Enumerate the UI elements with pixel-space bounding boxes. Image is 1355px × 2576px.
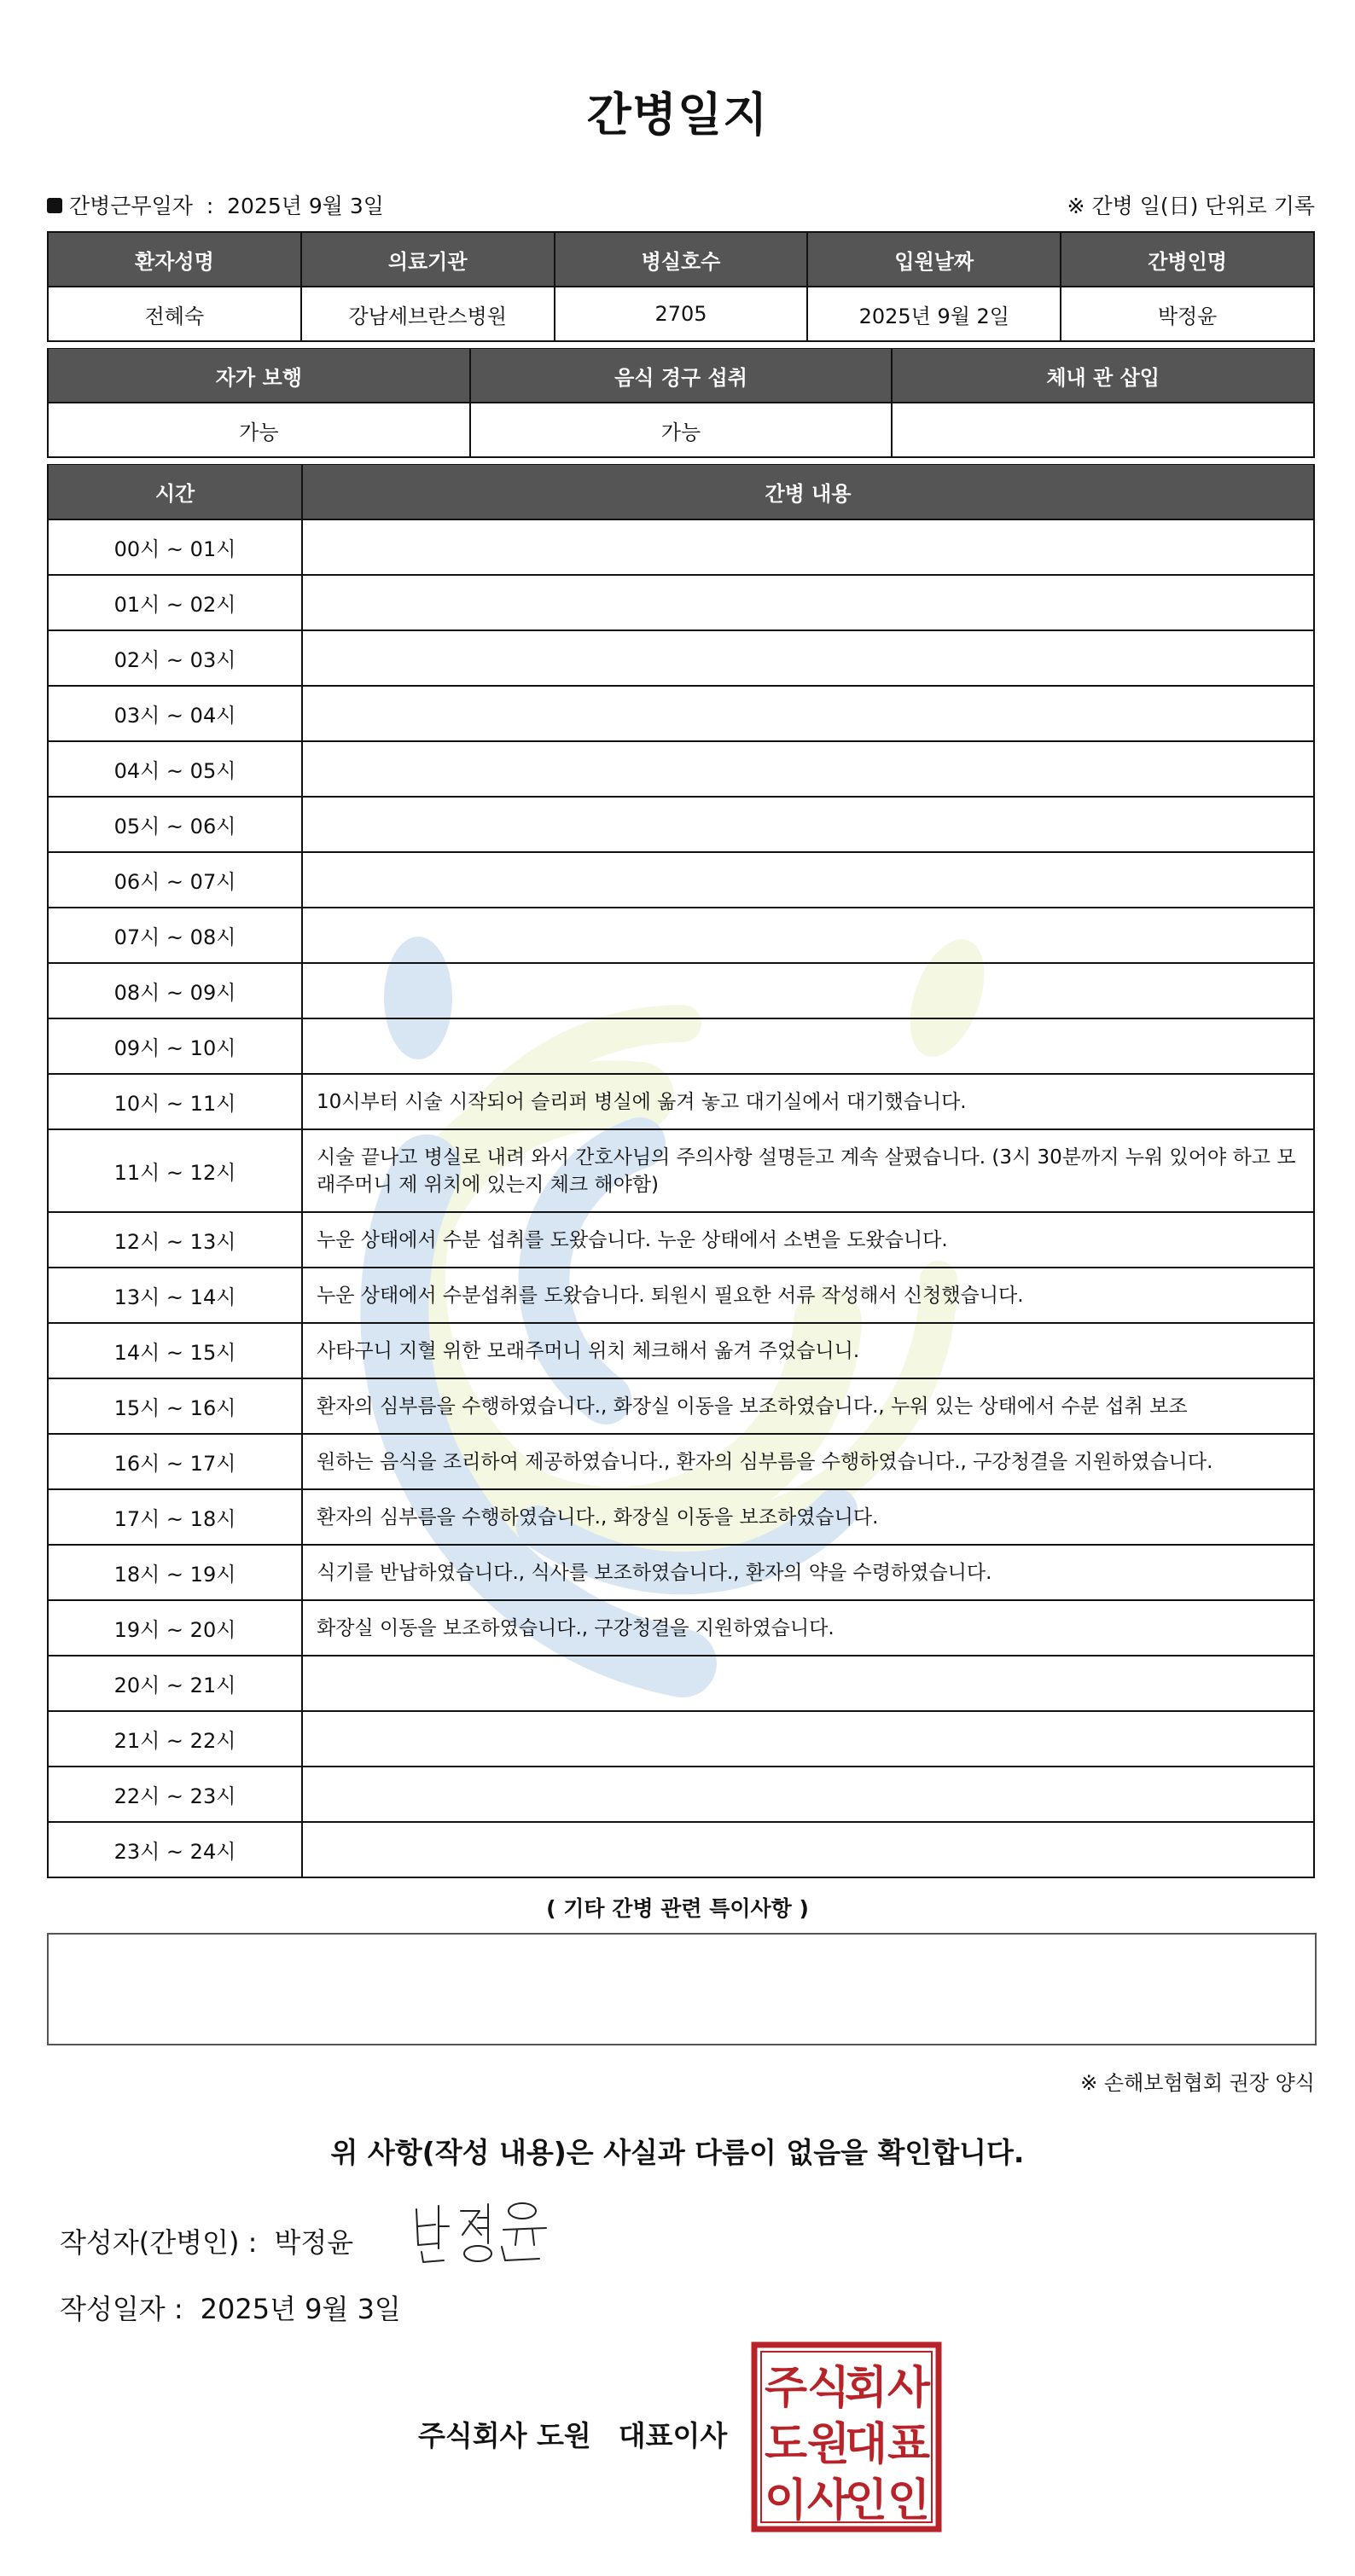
company-rep-title: 대표이사 (618, 2419, 728, 2452)
svg-text:도원: 도원 (765, 2419, 850, 2470)
care-log-row (48, 630, 1314, 686)
svg-text:주식: 주식 (765, 2363, 850, 2414)
company-seal-stamp (751, 2341, 942, 2532)
care-log-row (48, 1018, 1314, 1074)
special-notes-title: ( 기타 간병 관련 특이사항 ) (546, 1896, 809, 1921)
svg-text:인인: 인인 (845, 2475, 930, 2527)
log-time: 20시 ~ 21시 (48, 1656, 302, 1711)
log-time: 21시 ~ 22시 (48, 1711, 302, 1767)
log-time: 05시 ~ 06시 (48, 797, 302, 852)
log-time: 15시 ~ 16시 (48, 1378, 302, 1434)
writer-row (60, 2221, 353, 2260)
care-log-row (48, 686, 1314, 741)
log-time: 18시 ~ 19시 (48, 1545, 302, 1600)
write-date-value: 2025년 9월 3일 (200, 2293, 401, 2325)
header-hospital: 의료기관 (301, 232, 555, 287)
log-content (302, 519, 1314, 575)
record-unit-note: ※ 간병 일(日) 단위로 기록 (1067, 194, 1315, 218)
care-log-row (48, 519, 1314, 575)
log-content (302, 686, 1314, 741)
write-date-label: 작성일자 : (60, 2293, 183, 2325)
care-log-row (48, 852, 1314, 908)
log-content (302, 797, 1314, 852)
log-time: 11시 ~ 12시 (48, 1129, 302, 1212)
care-log-row (48, 1545, 1314, 1600)
caregiver-name: 박정윤 (1061, 287, 1314, 341)
header-caregiver: 간병인명 (1061, 232, 1314, 287)
care-log-row (48, 908, 1314, 963)
log-time: 16시 ~ 17시 (48, 1434, 302, 1489)
header-care-content: 간병 내용 (302, 464, 1314, 519)
care-log-row (48, 1711, 1314, 1767)
header-oral-intake: 음식 경구 섭취 (470, 348, 893, 403)
patient-name: 전혜숙 (48, 287, 301, 341)
standard-form-note: ※ 손해보험협회 권장 양식 (1080, 2071, 1315, 2095)
work-date-label: 간병근무일자 (69, 194, 193, 218)
log-content: 누운 상태에서 수분섭취를 도왔습니다. 퇴원시 필요한 서류 작성해서 신청했습니다. (302, 1268, 1314, 1323)
log-content (302, 963, 1314, 1018)
log-time: 19시 ~ 20시 (48, 1600, 302, 1656)
log-time: 13시 ~ 14시 (48, 1268, 302, 1323)
header-room: 병실호수 (555, 232, 808, 287)
company-row (418, 2414, 727, 2454)
patient-info-table (47, 231, 1315, 342)
log-content: 환자의 심부름을 수행하였습니다., 화장실 이동을 보조하였습니다. (302, 1489, 1314, 1545)
care-log-row (48, 575, 1314, 630)
hospital-name: 강남세브란스병원 (301, 287, 555, 341)
log-time: 14시 ~ 15시 (48, 1323, 302, 1378)
room-number: 2705 (555, 287, 808, 341)
table-gap (47, 343, 1315, 348)
work-date-sep: : (206, 194, 214, 218)
log-content: 원하는 음식을 조리하여 제공하였습니다., 환자의 심부름을 수행하였습니다., 구강청결을 지원하였습니다. (302, 1434, 1314, 1489)
tube-insertion-value (892, 403, 1314, 457)
care-log-row (48, 1074, 1314, 1129)
log-time: 02시 ~ 03시 (48, 630, 302, 686)
header-patient-name: 환자성명 (48, 232, 301, 287)
log-time: 00시 ~ 01시 (48, 519, 302, 575)
log-content: 누운 상태에서 수분 섭취를 도왔습니다. 누운 상태에서 소변을 도왔습니다. (302, 1212, 1314, 1268)
log-content (302, 1711, 1314, 1767)
log-time: 07시 ~ 08시 (48, 908, 302, 963)
care-log-row (48, 797, 1314, 852)
care-log-row (48, 1268, 1314, 1323)
company-name: 주식회사 도원 (418, 2419, 591, 2452)
log-time: 23시 ~ 24시 (48, 1822, 302, 1877)
care-log-row (48, 1767, 1314, 1822)
log-time: 17시 ~ 18시 (48, 1489, 302, 1545)
admission-date: 2025년 9월 2일 (807, 287, 1061, 341)
care-log-body (48, 519, 1314, 1877)
log-time: 06시 ~ 07시 (48, 852, 302, 908)
work-date-row (47, 189, 1315, 217)
log-time: 04시 ~ 05시 (48, 741, 302, 797)
log-time: 10시 ~ 11시 (48, 1074, 302, 1129)
self-walking-value: 가능 (48, 403, 470, 457)
header-time: 시간 (48, 464, 302, 519)
care-log-row (48, 1656, 1314, 1711)
log-content (302, 1656, 1314, 1711)
log-time: 03시 ~ 04시 (48, 686, 302, 741)
header-tube-insertion: 체내 관 삽입 (892, 348, 1314, 403)
care-log-row (48, 1323, 1314, 1378)
log-content (302, 852, 1314, 908)
confirmation-statement: 위 사항(작성 내용)은 사실과 다름이 없음을 확인합니다. (330, 2136, 1025, 2169)
care-log-row (48, 741, 1314, 797)
bullet-square-icon (47, 198, 62, 213)
log-content: 환자의 심부름을 수행하였습니다., 화장실 이동을 보조하였습니다., 누워 있는 상태에서 수분 섭취 보조 (302, 1378, 1314, 1434)
table-gap (47, 459, 1315, 464)
care-log-row (48, 1434, 1314, 1489)
log-content: 10시부터 시술 시작되어 슬리퍼 병실에 옮겨 놓고 대기실에서 대기했습니다. (302, 1074, 1314, 1129)
care-log-table (47, 463, 1315, 1878)
care-log-row (48, 1212, 1314, 1268)
svg-text:이사: 이사 (765, 2475, 851, 2527)
log-time: 01시 ~ 02시 (48, 575, 302, 630)
log-content: 식기를 반납하였습니다., 식사를 보조하였습니다., 환자의 약을 수령하였습니다. (302, 1545, 1314, 1600)
log-time: 22시 ~ 23시 (48, 1767, 302, 1822)
log-content: 사타구니 지혈 위한 모래주머니 위치 체크해서 옮겨 주었습니니. (302, 1323, 1314, 1378)
log-content: 시술 끝나고 병실로 내려 와서 간호사님의 주의사항 설명듣고 계속 살폈습니다. (3시 30분까지 누워 있어야 하고 모래주머니 제 위치에 있는지 체크 해야함) (302, 1129, 1314, 1212)
care-log-row (48, 1600, 1314, 1656)
handwritten-signature (410, 2192, 555, 2269)
document-title: 간병일지 (586, 88, 769, 142)
write-date-row (60, 2288, 401, 2327)
oral-intake-value: 가능 (470, 403, 893, 457)
header-self-walking: 자가 보행 (48, 348, 470, 403)
log-content (302, 908, 1314, 963)
header-admission-date: 입원날짜 (807, 232, 1061, 287)
log-content (302, 1767, 1314, 1822)
writer-name: 박정윤 (274, 2226, 354, 2259)
log-time: 12시 ~ 13시 (48, 1212, 302, 1268)
svg-text:대표: 대표 (845, 2419, 930, 2470)
care-log-row (48, 1489, 1314, 1545)
patient-status-table (47, 347, 1315, 458)
care-log-row (48, 1129, 1314, 1212)
log-content (302, 1018, 1314, 1074)
log-time: 08시 ~ 09시 (48, 963, 302, 1018)
log-content (302, 630, 1314, 686)
log-time: 09시 ~ 10시 (48, 1018, 302, 1074)
care-log-row (48, 1378, 1314, 1434)
log-content: 화장실 이동을 보조하였습니다., 구강청결을 지원하였습니다. (302, 1600, 1314, 1656)
work-date-value: 2025년 9월 3일 (227, 194, 384, 218)
log-content (302, 575, 1314, 630)
care-log-row (48, 1822, 1314, 1877)
writer-label: 작성자(간병인) : (60, 2226, 258, 2259)
care-log-row (48, 963, 1314, 1018)
log-content (302, 1822, 1314, 1877)
log-content (302, 741, 1314, 797)
svg-text:회사: 회사 (845, 2363, 931, 2414)
special-notes-box (47, 1933, 1317, 2045)
